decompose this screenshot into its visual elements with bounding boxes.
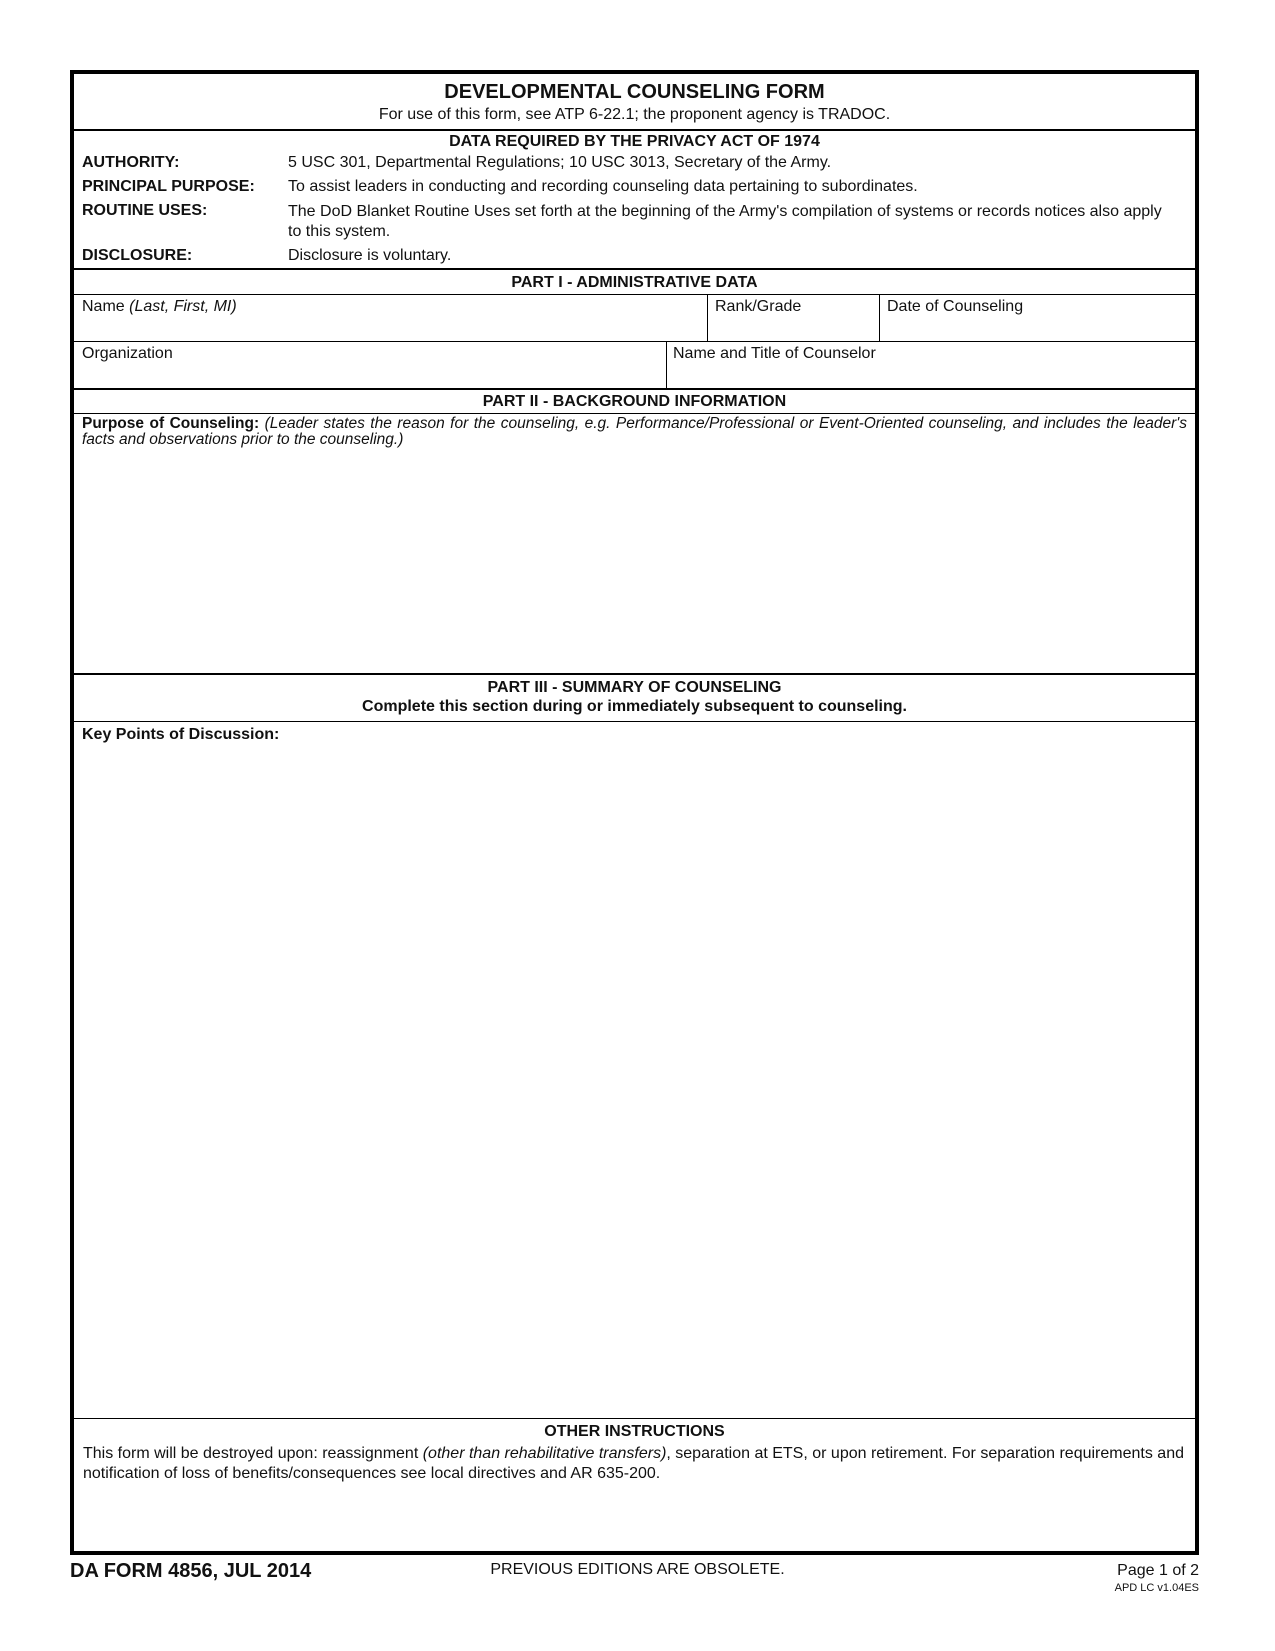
part3-subheading: Complete this section during or immediately subsequent to counseling.: [362, 698, 907, 715]
divider: [74, 268, 1195, 270]
routine-uses-label: ROUTINE USES:: [82, 202, 208, 219]
name-field[interactable]: [82, 320, 692, 340]
divider: [74, 129, 1195, 131]
counselor-field[interactable]: [673, 367, 1183, 387]
counselor-field-label: Name and Title of Counselor: [673, 345, 876, 362]
organization-field-label: Organization: [82, 345, 173, 362]
authority-text: 5 USC 301, Departmental Regulations; 10 USC 3013, Secretary of the Army.: [288, 154, 832, 171]
divider: [74, 413, 1195, 414]
privacy-heading: DATA REQUIRED BY THE PRIVACY ACT OF 1974: [449, 133, 820, 150]
divider: [74, 721, 1195, 722]
form-title: DEVELOPMENTAL COUNSELING FORM: [444, 81, 825, 103]
routine-uses-text: The DoD Blanket Routine Uses set forth at the beginning of the Army's compilation of systems or records notices also apply to this system.: [288, 203, 1162, 240]
date-of-counseling-field[interactable]: [887, 320, 1187, 340]
counseling-form: [70, 70, 1199, 1555]
authority-label: AUTHORITY:: [82, 154, 180, 171]
other-instructions-heading: OTHER INSTRUCTIONS: [544, 1423, 725, 1440]
purpose-of-counseling-field[interactable]: [82, 454, 1187, 664]
other-instructions-text: This form will be destroyed upon: reassignment (other than rehabilitative transfers), separation at ETS, or upon retirement. For separation requirements and notification of loss of benefits/consequences see local directives and AR 635-200.: [83, 1445, 1184, 1482]
part3-heading: PART III - SUMMARY OF COUNSELING: [487, 679, 782, 696]
key-points-field[interactable]: [82, 750, 1187, 1410]
obsolete-notice: PREVIOUS EDITIONS ARE OBSOLETE.: [490, 1561, 785, 1578]
divider: [666, 342, 667, 389]
form-subtitle: For use of this form, see ATP 6-22.1; the proponent agency is TRADOC.: [378, 106, 891, 123]
page-number: Page 1 of 2: [1117, 1562, 1199, 1579]
form-identifier: DA FORM 4856, JUL 2014: [70, 1560, 312, 1582]
organization-field[interactable]: [82, 367, 657, 387]
divider: [74, 341, 1195, 342]
divider: [74, 673, 1195, 675]
name-field-label: Name (Last, First, MI): [82, 298, 237, 315]
principal-purpose-text: To assist leaders in conducting and recording counseling data pertaining to subordinates.: [288, 178, 918, 195]
rank-field-label: Rank/Grade: [715, 298, 802, 315]
divider: [74, 294, 1195, 295]
date-field-label: Date of Counseling: [887, 298, 1024, 315]
key-points-label: Key Points of Discussion:: [82, 726, 280, 743]
disclosure-label: DISCLOSURE:: [82, 247, 193, 264]
version-label: APD LC v1.04ES: [1114, 1582, 1199, 1594]
rank-field[interactable]: [715, 320, 875, 340]
part2-heading: PART II - BACKGROUND INFORMATION: [482, 393, 787, 410]
principal-purpose-label: PRINCIPAL PURPOSE:: [82, 178, 255, 195]
divider: [707, 295, 708, 342]
divider: [879, 295, 880, 342]
purpose-of-counseling-label: Purpose of Counseling: (Leader states the reason for the counseling, e.g. Performance/Professional or Event-Oriented counseling, and includes the leader's facts and observations prior to the counseling.): [82, 415, 1187, 448]
part1-heading: PART I - ADMINISTRATIVE DATA: [511, 274, 758, 291]
divider: [74, 1418, 1195, 1419]
disclosure-text: Disclosure is voluntary.: [288, 247, 452, 264]
divider: [74, 388, 1195, 390]
